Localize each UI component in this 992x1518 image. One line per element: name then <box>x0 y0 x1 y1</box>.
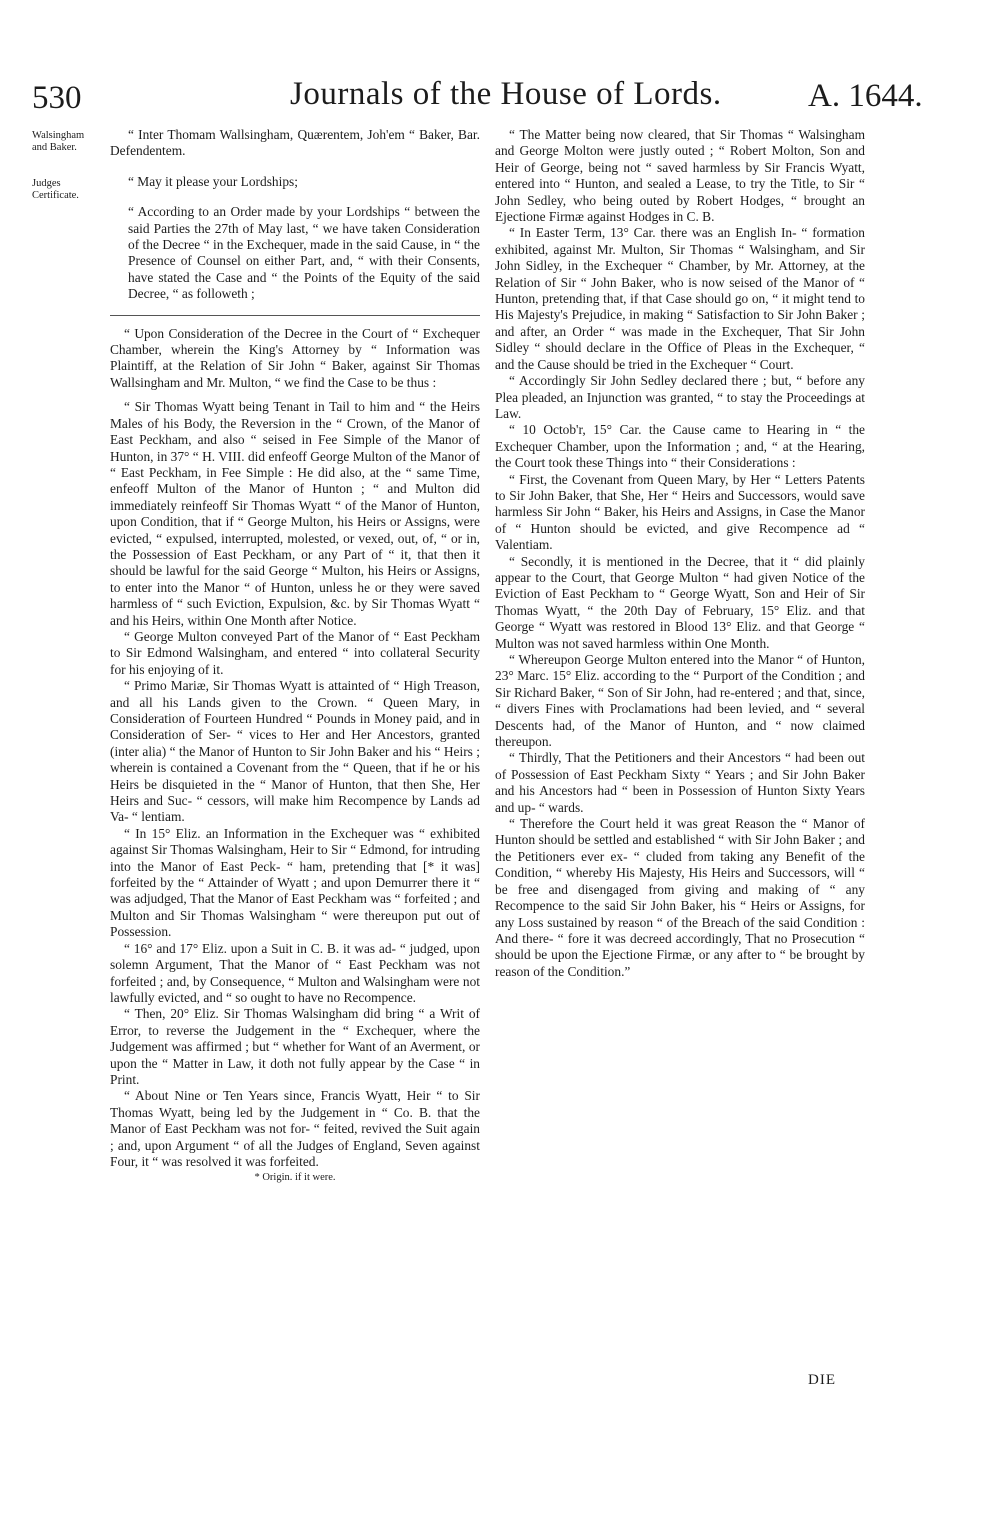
paragraph: “ George Multon conveyed Part of the Manor of “ East Peckham to Sir Edmond Walsingham, and entered “ into collateral Security for his enjoying of it. <box>110 628 480 677</box>
paragraph: “ According to an Order made by your Lordships “ between the said Parties the 27th of May last, “ we have taken Consideration of the Decree “ in the Exchequer, made in the said Cause, in “ the Presence of Counsel on either Part, and, “ with their Consents, have stated the Case and “ the Points of the Equity of the said Decree, “ as followeth ; <box>128 204 480 302</box>
case-caption: “ Inter Thomam Wallsingham, Quærentem, Joh'em “ Baker, Bar. Defendentem. <box>110 127 480 159</box>
footnote: * Origin. if it were. <box>254 1172 336 1184</box>
margin-note-parties: Walsingham and Baker. <box>32 130 85 153</box>
paragraph: “ Then, 20° Eliz. Sir Thomas Walsingham did bring “ a Writ of Error, to reverse the Judgement in the “ Exchequer, where the Judgement was affirmed ; but “ whether for Want of an Averment, or upon the “ Matter in Law, it doth not fully appear by the Case “ in Print. <box>110 1006 480 1087</box>
paragraph: “ Therefore the Court held it was great Reason the “ Manor of Hunton should be settled and established “ with Sir John Baker ; and the Petitioners ever ex- “ cluded from taking any Benefit of the Condition, “ whereby His Majesty, His Heirs and Successors, will “ be free and disengaged from giving and making of “ any Recompence to the said Sir John Baker, his “ Heirs or Assigns, for any Loss sustained by reason “ of the Breach of the said Condition : And there- “ fore it was decreed accordingly, That no Prosecution “ should be upon the Ejectione Firmæ, or any after to “ be brought by reason of the Condition.” <box>495 816 865 979</box>
page-number: 530 <box>32 80 82 116</box>
paragraph: “ In 15° Eliz. an Information in the Exchequer was “ exhibited against Sir Thomas Walsingham, Heir to Sir “ Edmond, for intruding into the Manor of East Peck- “ ham, pretending that [* it was] forfeited by the “ Attainder of Wyatt ; and upon Demurrer there it “ was adjudged, That the Manor of East Peckham was “ forfeited ; and Multon and Sir Thomas Walsingham “ were thereupon put out of Possession. <box>110 825 480 940</box>
paragraph: “ The Matter being now cleared, that Sir Thomas “ Walsingham and George Molton were justly outed ; “ Robert Molton, Son and Heir of George, being not “ saved harmless by Sir Francis Wyatt, entered into “ Hunton, and sealed a Lease, to try the Title, to Sir “ John Sedley, who being outed by Robert Hodges, “ brought an Ejectione Firmæ against Hodges in C. B. <box>495 127 865 225</box>
paragraph: “ Accordingly Sir John Sedley declared there ; but, “ before any Plea pleaded, an Injunction was granted, “ to stay the Proceedings at Law. <box>495 373 865 421</box>
paragraph: “ Primo Mariæ, Sir Thomas Wyatt is attainted of “ High Treason, and all his Lands given to the Crown. “ Queen Mary, in Consideration of Fourteen Hundred “ Pounds in Money paid, and in Consideration of Ser- “ vices to Her and Her Ancestors, granted (inter alia) “ the Manor of Hunton to Sir John Baker and his “ Heirs ; wherein is contained a Covenant from the “ Queen, that if he or his Heirs be disquieted in the “ Manor of Hunton, that then She, Her Heirs and Suc- “ cessors, will make him Recompence by Lands ad Va- “ lentiam. <box>110 678 480 825</box>
paragraph: “ Upon Consideration of the Decree in the Court of “ Exchequer Chamber, wherein the King's Attorney by “ Information was Plaintiff, at the Relation of Sir John “ Baker, against Sir Thomas Wallsingham and Mr. Multon, “ we find the Case to be thus : <box>110 325 480 390</box>
left-column <box>110 127 480 1187</box>
paragraph: “ About Nine or Ten Years since, Francis Wyatt, Heir “ to Sir Thomas Wyatt, being led by the Judgement in “ Co. B. that the Manor of East Peckham was not for- “ feited, revived the Suit again ; and, upon Argument “ of all the Judges of England, Seven against Four, it “ was resolved it was forfeited. <box>110 1088 480 1169</box>
right-column <box>495 127 865 980</box>
paragraph: “ Whereupon George Multon entered into the Manor “ of Hunton, 23° Marc. 15° Eliz. according to the “ Purport of the Condition ; and Sir Richard Baker, “ Son of Sir John, had re-entered ; and that, since, “ divers Fines with Proclamations had been levied, and “ several Descents had, of the Manor of Hunton, and “ now claimed thereupon. <box>495 652 865 750</box>
paragraph: “ Secondly, it is mentioned in the Decree, that it “ did plainly appear to the Court, that George Multon “ had given Notice of the Eviction of East Peckham to “ George Wyatt, Son and Heir of Sir Thomas Wyatt, “ the 20th Day of February, 15° Eliz. and that George “ Wyatt was restored in Blood 13° Eliz. and that George “ Multon was not saved harmless within One Month. <box>495 553 865 651</box>
margin-note-certificate: Judges Certificate. <box>32 178 79 201</box>
catchword: DIE <box>808 1372 836 1388</box>
paragraph: “ 10 Octob'r, 15° Car. the Cause came to Hearing in “ the Exchequer Chamber, upon the Information ; and, “ at the Hearing, the Court took these Things into “ their Considerations : <box>495 422 865 471</box>
running-title: Journals of the House of Lords. <box>290 76 722 112</box>
paragraph: “ 16° and 17° Eliz. upon a Suit in C. B. it was ad- “ judged, upon solemn Argument, That the Manor of “ East Peckham was not forfeited ; and, by Consequence, “ Multon and Walsingham were not lawfully evicted, and “ so ought to have no Recompence. <box>110 940 480 1005</box>
year-heading: A. 1644. <box>808 78 923 114</box>
salutation: “ May it please your Lordships; <box>128 173 298 189</box>
paragraph: “ Sir Thomas Wyatt being Tenant in Tail to him and “ the Heirs Males of his Body, the Reversion in the “ Crown, of the Manor of East Peckham, and also “ seised in Fee Simple of the Manor of Hunton, in 37° “ H. VIII. did enfeoff George Multon of the Manor of “ East Peckham, in Fee Simple : He did also, at the “ same Time, enfeoff Multon of the Manor of Hunton ; “ and Multon did immediately reinfeoff Sir Thomas Wyatt “ of the Manor of Hunton, upon Condition, that if “ George Multon, his Heirs or Assigns, were evicted, “ expulsed, interrupted, molested, or vexed, out, of, “ or in, the Possession of East Peckham, or any Part of “ it, that then it should be lawful for the said George “ Multon, his Heirs or Assigns, to enter into the Manor “ of Hunton, unless he or they were saved harmless of “ such Eviction, Expulsion, &c. by Sir Thomas Wyatt “ and his Heirs, within One Month after Notice. <box>110 399 480 628</box>
divider <box>110 315 480 316</box>
paragraph: “ Thirdly, That the Petitioners and their Ancestors “ had been out of Possession of East Peckham Sixty “ Years ; and Sir John Baker and his Ancestors had “ been in Possession of Hunton Sixty Years and up- “ wards. <box>495 750 865 815</box>
paragraph: “ First, the Covenant from Queen Mary, by Her “ Letters Patents to Sir John Baker, that She, Her “ Heirs and Successors, would save harmless Sir John “ Baker, his Heirs and Assigns, in Case the Manor of “ Hunton should be evicted, and give Recompence ad “ Valentiam. <box>495 471 865 553</box>
paragraph: “ In Easter Term, 13° Car. there was an English In- “ formation exhibited, against Mr. Multon, Sir Thomas “ Walsingham, and Sir John Sidley, in the Exchequer “ Chamber, by Mr. Attorney, at the Relation of Sir “ John Baker, who is now seised of the Manor of “ Hunton, pretending that, if that Case should go on, “ it might tend to His Majesty's Prejudice, in making “ Satisfaction to Sir John Baker ; and after, an Order “ was made in the Exchequer, That Sir John Sidley “ should declare in the Office of Pleas in the Exchequer, “ and the Cause should be tried in the Exchequer “ Court. <box>495 225 865 372</box>
